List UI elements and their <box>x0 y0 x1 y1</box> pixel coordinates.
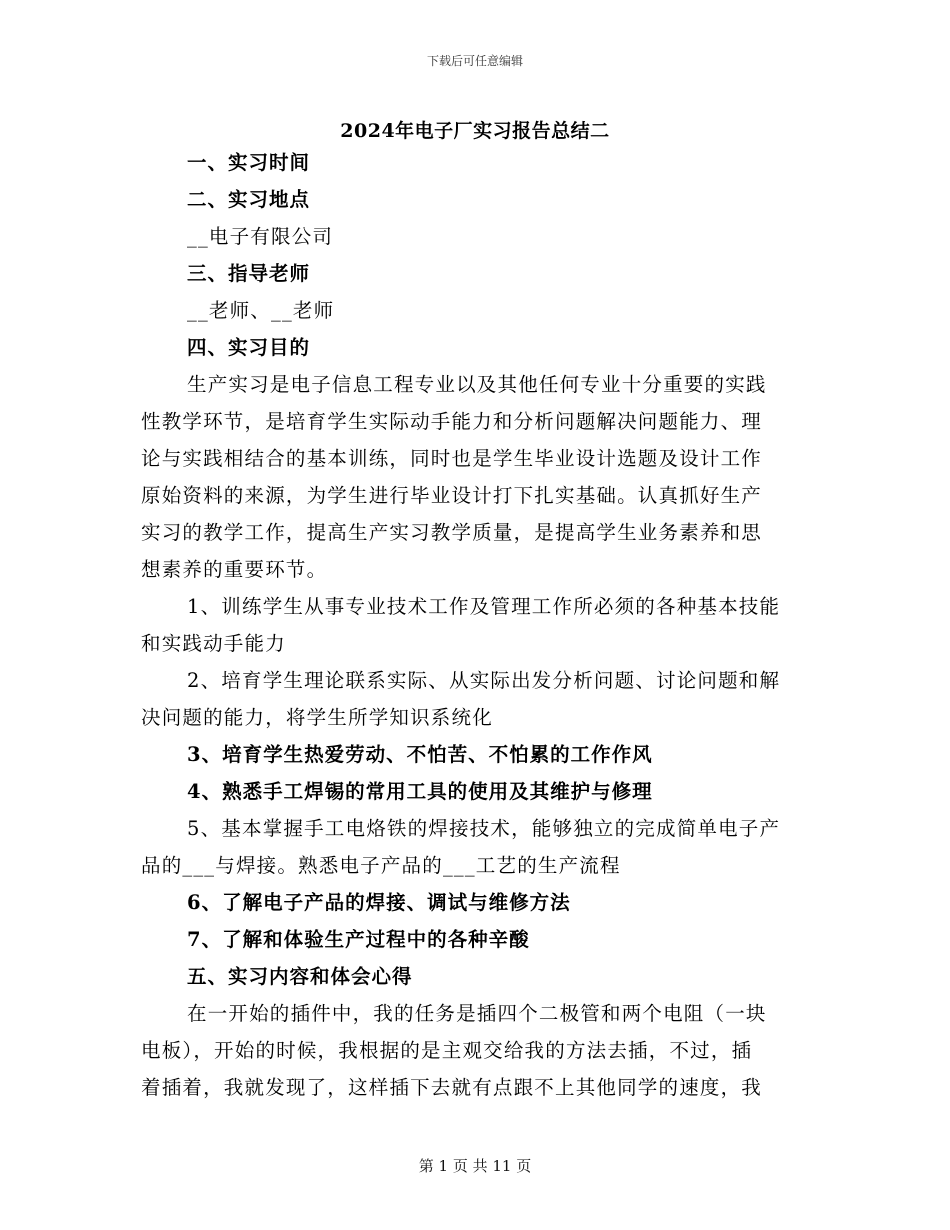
document-line: 5、基本掌握手工电烙铁的焊接技术，能够独立的完成简单电子产 <box>187 817 781 840</box>
document-body <box>141 144 807 1106</box>
document-line: 一、实习时间 <box>187 151 311 174</box>
document-line: 原始资料的来源，为学生进行毕业设计打下扎实基础。认真抓好生产 <box>141 484 763 507</box>
document-line: __老师、__老师 <box>187 299 335 322</box>
document-line: 三、指导老师 <box>187 262 311 285</box>
document-line: 性教学环节，是培育学生实际动手能力和分析问题解决问题能力、理 <box>141 410 763 433</box>
document-line: __电子有限公司 <box>187 225 334 248</box>
document-line: 7、了解和体验生产过程中的各种辛酸 <box>187 928 530 951</box>
document-line: 3、培育学生热爱劳动、不怕苦、不怕累的工作作风 <box>187 743 653 766</box>
page-number: 第 1 页 共 11 页 <box>418 1157 532 1175</box>
document-line: 2、培育学生理论联系实际、从实际出发分析问题、讨论问题和解 <box>187 669 781 692</box>
document-line: 四、实习目的 <box>187 336 311 359</box>
document-line: 二、实习地点 <box>187 188 311 211</box>
document-line: 实习的教学工作，提高生产实习教学质量，是提高学生业务素养和思 <box>141 521 763 544</box>
document-title: 2024年电子厂实习报告总结二 <box>340 120 610 142</box>
document-line: 论与实践相结合的基本训练，同时也是学生毕业设计选题及设计工作 <box>141 447 763 470</box>
document-line: 想素养的重要环节。 <box>141 558 328 581</box>
document-line: 着插着，我就发现了，这样插下去就有点跟不上其他同学的速度，我 <box>141 1076 763 1099</box>
document-line: 在一开始的插件中，我的任务是插四个二极管和两个电阻（一块 <box>187 1002 767 1025</box>
document-line: 五、实习内容和体会心得 <box>187 965 413 988</box>
document-line: 电板），开始的时候，我根据的是主观交给我的方法去插，不过，插 <box>141 1039 753 1062</box>
header-note: 下载后可任意编辑 <box>426 54 523 68</box>
document-line: 1、训练学生从事专业技术工作及管理工作所必须的各种基本技能 <box>187 595 781 618</box>
document-line: 生产实习是电子信息工程专业以及其他任何专业十分重要的实践 <box>187 373 767 396</box>
document-line: 品的___与焊接。熟悉电子产品的___工艺的生产流程 <box>141 854 621 877</box>
document-line: 4、熟悉手工焊锡的常用工具的使用及其维护与修理 <box>187 780 653 803</box>
document-line: 决问题的能力，将学生所学知识系统化 <box>141 706 493 729</box>
document-line: 6、了解电子产品的焊接、调试与维修方法 <box>187 891 571 914</box>
document-line: 和实践动手能力 <box>141 632 286 655</box>
